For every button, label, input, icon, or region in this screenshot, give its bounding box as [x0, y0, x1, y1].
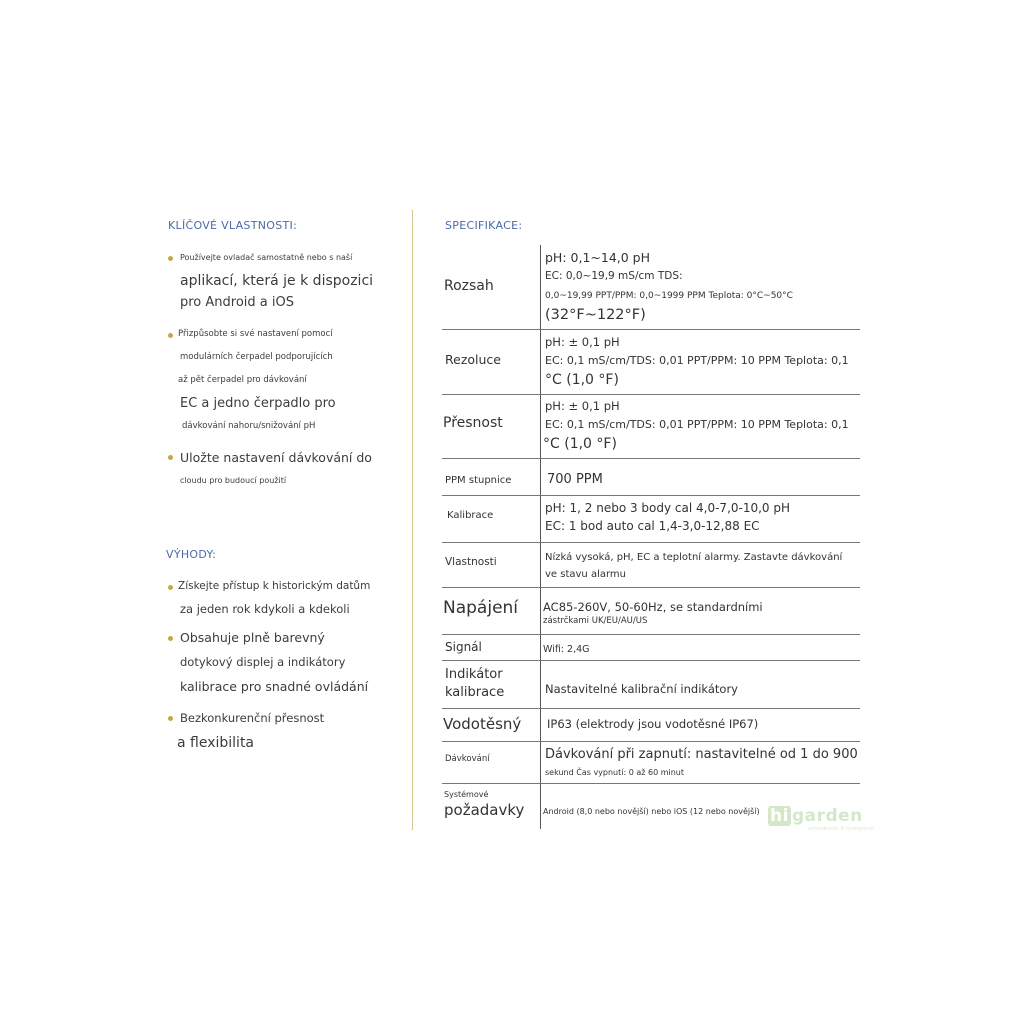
spec-value-calibration-2: EC: 1 bod auto cal 1,4-3,0-12,88 EC: [545, 519, 760, 533]
feature-2-line-2: modulárních čerpadel podporujících: [180, 352, 333, 362]
spec-value-features-1: Nízká vysoká, pH, EC a teplotní alarmy. Zastavte dávkování: [545, 552, 843, 563]
feature-1-line-1: Používejte ovladač samostatně nebo s naší: [180, 253, 353, 262]
benefits-heading: VÝHODY:: [166, 548, 217, 561]
key-features-heading: KLÍČOVÉ VLASTNOSTI:: [168, 219, 298, 232]
spec-value-range-1: pH: 0,1~14,0 pH: [545, 250, 651, 265]
feature-2-line-5: dávkování nahoru/snižování pH: [182, 421, 316, 431]
spec-value-power-2: zástrčkami UK/EU/AU/US: [543, 616, 648, 626]
spec-label-calibration-indicator-1: Indikátor: [445, 667, 503, 682]
spec-value-signal: Wifi: 2,4G: [543, 644, 590, 655]
row-divider: [442, 394, 860, 395]
spec-value-ppm-scale: 700 PPM: [547, 472, 603, 487]
feature-3-line-2: cloudu pro budoucí použití: [180, 476, 287, 485]
row-divider: [442, 708, 860, 709]
bullet-dot: [168, 585, 173, 590]
feature-1-line-3: pro Android a iOS: [180, 295, 294, 310]
spec-label-calibration-indicator-2: kalibrace: [445, 685, 505, 700]
feature-2-line-3: až pět čerpadel pro dávkování: [178, 375, 307, 385]
spec-label-waterproof: Vodotěsný: [443, 715, 522, 733]
row-divider: [442, 542, 860, 543]
row-divider: [442, 587, 860, 588]
spec-label-accuracy: Přesnost: [443, 415, 503, 431]
spec-value-calibration-indicator: Nastavitelné kalibrační indikátory: [545, 682, 738, 696]
spec-value-accuracy-1: pH: ± 0,1 pH: [545, 399, 620, 413]
row-divider: [442, 783, 860, 784]
bullet-dot: [168, 716, 173, 721]
spec-label-range: Rozsah: [444, 278, 494, 294]
row-divider: [442, 741, 860, 742]
bullet-dot: [168, 256, 173, 261]
benefit-3-line-2: a flexibilita: [177, 735, 255, 751]
benefit-1-line-2: za jeden rok kdykoli a kdekoli: [180, 602, 350, 616]
logo-hi: hi: [770, 806, 789, 826]
row-divider: [442, 329, 860, 330]
spec-value-accuracy-3: °C (1,0 °F): [543, 436, 617, 452]
benefit-2-line-1: Obsahuje plně barevný: [180, 630, 325, 645]
feature-1-line-2: aplikací, která je k dispozici: [180, 273, 374, 289]
spec-value-power-1: AC85-260V, 50-60Hz, se standardními: [543, 600, 763, 614]
spec-value-system-req: Android (8,0 nebo novější) nebo iOS (12 nebo novější): [543, 807, 760, 816]
spec-label-calibration: Kalibrace: [447, 510, 494, 521]
spec-label-features: Vlastnosti: [445, 556, 497, 568]
spec-value-range-2: EC: 0,0~19,9 mS/cm TDS:: [545, 270, 683, 282]
spec-value-resolution-2: EC: 0,1 mS/cm/TDS: 0,01 PPT/PPM: 10 PPM Teplota: 0,1: [545, 354, 849, 367]
spec-label-resolution: Rezoluce: [445, 352, 501, 367]
higarden-logo-subtitle: zahradnictví & hydroponie: [808, 826, 875, 832]
spec-value-range-3: 0,0~19,99 PPT/PPM: 0,0~1999 PPM Teplota: 0°C~50°C: [545, 291, 793, 301]
spec-value-dosing-1: Dávkování při zapnutí: nastavitelné od 1 do 900: [545, 747, 858, 762]
column-divider: [412, 210, 413, 830]
benefit-1-line-1: Získejte přístup k historickým datům: [178, 580, 371, 592]
spec-label-power: Napájení: [443, 598, 519, 618]
benefit-3-line-1: Bezkonkurenční přesnost: [180, 711, 325, 725]
row-divider: [442, 634, 860, 635]
row-divider: [442, 660, 860, 661]
spec-value-range-4: (32°F~122°F): [545, 307, 646, 323]
spec-value-resolution-1: pH: ± 0,1 pH: [545, 335, 620, 349]
spec-value-accuracy-2: EC: 0,1 mS/cm/TDS: 0,01 PPT/PPM: 10 PPM Teplota: 0,1: [545, 418, 849, 431]
spec-label-signal: Signál: [445, 640, 482, 654]
spec-value-dosing-2: sekund Čas vypnutí: 0 až 60 minut: [545, 768, 685, 777]
spec-label-system-req-2: požadavky: [444, 801, 525, 819]
benefit-2-line-3: kalibrace pro snadné ovládání: [180, 679, 369, 694]
spec-label-dosing: Dávkování: [445, 754, 490, 764]
bullet-dot: [168, 636, 173, 641]
spec-value-resolution-3: °C (1,0 °F): [545, 372, 619, 388]
higarden-logo: [768, 806, 863, 826]
spec-value-waterproof: IP63 (elektrody jsou vodotěsné IP67): [547, 717, 759, 731]
spec-value-features-2: ve stavu alarmu: [545, 569, 626, 580]
spec-value-calibration-1: pH: 1, 2 nebo 3 body cal 4,0-7,0-10,0 pH: [545, 501, 791, 515]
row-divider: [442, 495, 860, 496]
spec-label-ppm-scale: PPM stupnice: [445, 475, 512, 486]
feature-3-line-1: Uložte nastavení dávkování do: [180, 450, 372, 465]
benefit-2-line-2: dotykový displej a indikátory: [180, 655, 346, 669]
bullet-dot: [168, 455, 173, 460]
bullet-dot: [168, 333, 173, 338]
feature-2-line-1: Přizpůsobte si své nastavení pomocí: [178, 329, 333, 339]
logo-name: garden: [791, 806, 863, 826]
specs-heading: SPECIFIKACE:: [445, 219, 523, 232]
row-divider: [442, 458, 860, 459]
spec-label-system-req-1: Systémové: [444, 790, 489, 799]
feature-2-line-4: EC a jedno čerpadlo pro: [180, 396, 336, 411]
